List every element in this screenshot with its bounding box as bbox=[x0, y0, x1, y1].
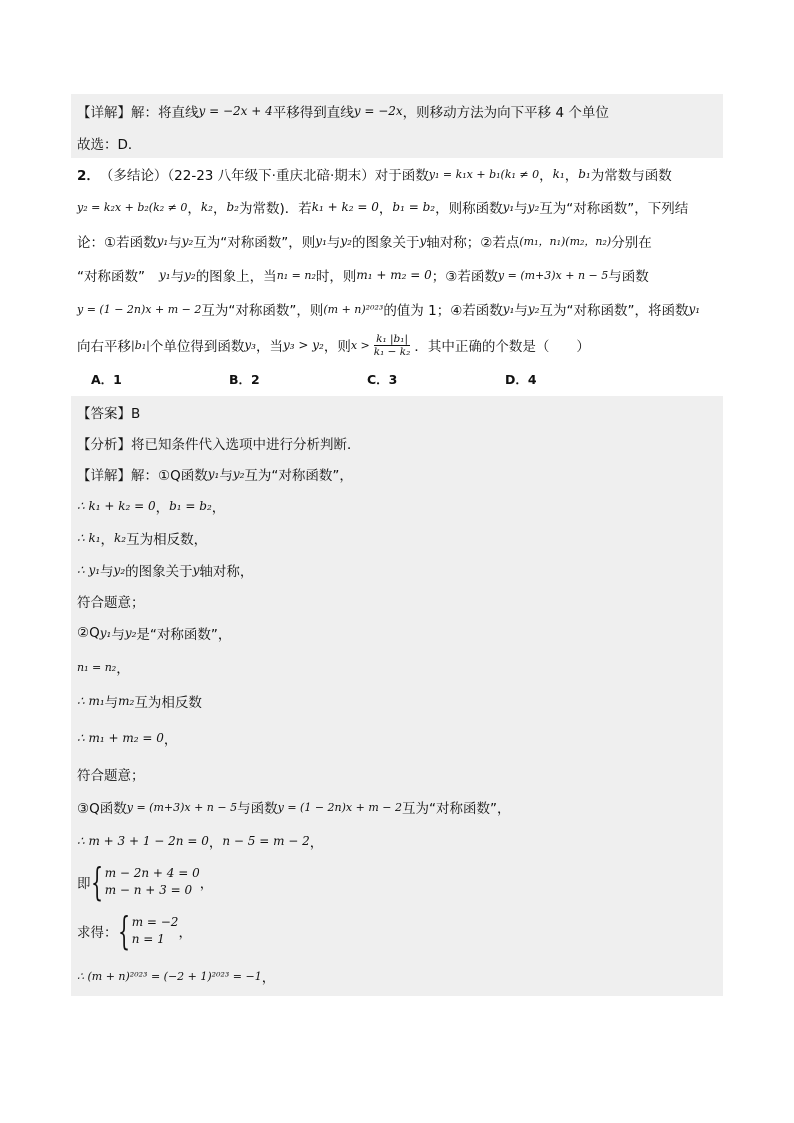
detail-text: 与 bbox=[104, 695, 119, 711]
question-text: ；③若函数 bbox=[431, 269, 498, 285]
document-page bbox=[71, 94, 723, 996]
math-expr: y₂ bbox=[184, 268, 196, 282]
math-expr: y₁ bbox=[315, 234, 327, 248]
equation: m − 2n + 4 = 0 bbox=[104, 866, 200, 880]
fraction-denominator: k₁ − k₂ bbox=[373, 345, 411, 358]
math-expr: m₁ + m₂ = 0 bbox=[356, 268, 432, 282]
choice-text: 故选：D． bbox=[77, 137, 142, 153]
detail-text: ， bbox=[155, 500, 170, 516]
question-text: ， bbox=[564, 168, 579, 184]
math-expr: y₂ bbox=[340, 234, 352, 248]
detail-text: 解：①Q函数 bbox=[131, 468, 208, 484]
math-expr: y₂ bbox=[527, 302, 540, 316]
detail-line-15 bbox=[71, 956, 723, 996]
question-line-2 bbox=[71, 190, 723, 224]
math-expr: m₂ bbox=[118, 694, 135, 708]
math-expr: y₃ bbox=[244, 338, 256, 352]
option-b: B．2 bbox=[229, 372, 260, 387]
question-text: ， bbox=[187, 201, 201, 217]
math-expr: y₂ bbox=[181, 234, 194, 248]
math-expr: y₁ bbox=[502, 200, 515, 214]
math-expr: ∴ m₁ + m₂ = 0 bbox=[77, 731, 164, 745]
equation-system bbox=[90, 860, 200, 904]
math-expr: n₁ = n₂ bbox=[77, 660, 117, 674]
question-text: （多结论）（22-23 八年级下·重庆北碚·期末）对于函数 bbox=[99, 168, 429, 184]
question-text: ， bbox=[539, 168, 553, 184]
question-line-3 bbox=[71, 224, 723, 258]
detail-text: 是“对称函数”， bbox=[136, 627, 232, 643]
question-text: 与 bbox=[514, 303, 528, 319]
detail-heading: 【详解】 bbox=[77, 105, 131, 121]
math-expr: (m₁，n₁)(m₂，n₂) bbox=[519, 235, 612, 248]
analysis-line bbox=[71, 428, 723, 458]
question-text: 时，则 bbox=[315, 269, 357, 285]
detail-text: ③Q函数 bbox=[77, 801, 127, 817]
question-text: ， bbox=[212, 201, 227, 217]
detail-line-3 bbox=[71, 522, 723, 554]
question-line-1 bbox=[71, 158, 723, 190]
detail-text: 符合题意； bbox=[77, 768, 145, 784]
question-text: 与 bbox=[514, 201, 528, 217]
question-text: 向右平移 bbox=[77, 339, 131, 355]
choice-line bbox=[71, 128, 723, 158]
math-expr: b₂ bbox=[226, 200, 239, 214]
math-expr: x > bbox=[350, 338, 370, 352]
question-text: 与 bbox=[168, 235, 182, 251]
question-text: ， bbox=[378, 201, 393, 217]
detail-line bbox=[71, 94, 723, 128]
math-expr: y = (m+3)x + n − 5 bbox=[126, 800, 238, 814]
question-text: 与 bbox=[170, 269, 185, 285]
detail-text: 互为相反数， bbox=[126, 532, 208, 548]
detail-text: ， bbox=[163, 732, 178, 748]
detail-line-2 bbox=[71, 490, 723, 522]
analysis-text: 【分析】将已知条件代入选项中进行分析判断． bbox=[77, 437, 361, 453]
equation-system bbox=[117, 909, 179, 953]
detail-text: ， bbox=[309, 835, 324, 851]
fraction bbox=[372, 333, 413, 358]
detail-text: 轴对称， bbox=[199, 564, 254, 580]
detail-text: ， bbox=[261, 970, 276, 986]
option-a: A．1 bbox=[91, 372, 122, 387]
question-text: 论：①若函数 bbox=[77, 235, 157, 251]
equation: m = −2 bbox=[131, 915, 179, 929]
math-expr: y₃ > y₂ bbox=[282, 338, 324, 352]
question-text: 与函数 bbox=[608, 269, 649, 285]
math-expr: b₁ = b₂ bbox=[392, 200, 436, 214]
solution-block-previous bbox=[71, 94, 723, 158]
detail-text: ， bbox=[100, 532, 115, 548]
detail-text: 即 bbox=[77, 876, 91, 892]
math-expr: y = (1 − 2n)x + m − 2 bbox=[77, 302, 202, 316]
detail-line-14 bbox=[71, 906, 723, 956]
detail-line-6 bbox=[71, 616, 723, 650]
math-expr: n − 5 = m − 2 bbox=[222, 834, 310, 848]
math-expr: y₁ bbox=[159, 268, 171, 282]
math-expr: b₁ = b₂ bbox=[169, 499, 212, 513]
question-text: “对称函数” bbox=[77, 269, 145, 285]
detail-heading: 【详解】 bbox=[77, 468, 131, 484]
equation: m − n + 3 = 0 bbox=[104, 883, 193, 897]
math-expr: ∴ k₁ + k₂ = 0 bbox=[77, 499, 156, 513]
question-text: ，则 bbox=[323, 339, 351, 355]
math-expr: (m + n)²⁰²³ bbox=[323, 302, 384, 316]
detail-text: 平移得到直线 bbox=[272, 105, 354, 121]
detail-line-5 bbox=[71, 586, 723, 616]
question-text: 与 bbox=[326, 235, 341, 251]
question-text: 轴对称；②若点 bbox=[426, 235, 520, 251]
option-c: C．3 bbox=[367, 372, 398, 387]
math-expr: k₂ bbox=[200, 200, 213, 214]
detail-line-8 bbox=[71, 684, 723, 718]
question-text: 为常数与函数 bbox=[590, 168, 672, 184]
detail-text: 互为“对称函数”， bbox=[244, 468, 353, 484]
brace-icon: { bbox=[117, 909, 130, 953]
math-expr: k₁ + k₂ = 0 bbox=[311, 200, 379, 214]
detail-text: 与 bbox=[111, 627, 125, 643]
math-expr: ∴ (m + n)²⁰²³ = (−2 + 1)²⁰²³ = −1 bbox=[77, 969, 262, 983]
math-expr: y₁ bbox=[99, 626, 112, 640]
detail-text: ②Q bbox=[77, 625, 100, 641]
question-text: 的图象上，当 bbox=[195, 269, 277, 285]
detail-line-11 bbox=[71, 790, 723, 824]
detail-text: ，则移动方法为向下平移 4 个单位 bbox=[402, 105, 609, 121]
detail-text: 符合题意； bbox=[77, 595, 145, 611]
math-expr: y₂ bbox=[124, 626, 137, 640]
detail-text: ， bbox=[199, 876, 214, 892]
detail-line-13 bbox=[71, 858, 723, 906]
detail-text: 求得： bbox=[77, 925, 118, 941]
math-expr: y bbox=[419, 234, 427, 248]
detail-text: ， bbox=[211, 500, 226, 516]
question-text: 的图象关于 bbox=[351, 235, 420, 251]
math-expr: y₁ bbox=[207, 467, 220, 481]
math-expr: y₂ = k₂x + b₂(k₂ ≠ 0 bbox=[77, 200, 188, 214]
detail-line-10 bbox=[71, 758, 723, 790]
question-text: ．其中正确的个数是（ ） bbox=[414, 339, 590, 355]
math-expr: k₁ bbox=[552, 167, 565, 181]
detail-text: 与函数 bbox=[237, 801, 278, 817]
detail-line-12 bbox=[71, 824, 723, 858]
detail-text: 解：将直线 bbox=[131, 105, 199, 121]
math-expr: y₂ bbox=[232, 467, 245, 481]
answer-line bbox=[71, 396, 723, 428]
question-text: ，当 bbox=[255, 339, 283, 355]
math-expr: b₁ bbox=[578, 167, 591, 181]
question-number: 2． bbox=[77, 168, 100, 184]
detail-text: ， bbox=[208, 835, 223, 851]
math-expr: |b₁| bbox=[131, 338, 150, 352]
equation: n = 1 bbox=[131, 932, 165, 946]
math-expr: y = (1 − 2n)x + m − 2 bbox=[277, 800, 402, 814]
math-expr: y₁ bbox=[502, 302, 515, 316]
math-expr: n₁ = n₂ bbox=[276, 268, 316, 282]
math-expr: ∴ y₁ bbox=[77, 563, 101, 577]
question-text: 互为“对称函数”，则 bbox=[193, 235, 316, 251]
detail-text: 与 bbox=[219, 468, 233, 484]
detail-text: 互为“对称函数”， bbox=[401, 801, 511, 817]
question-line-4 bbox=[71, 258, 723, 292]
math-expr: ∴ m₁ bbox=[77, 694, 105, 708]
math-expr: ∴ m + 3 + 1 − 2n = 0 bbox=[77, 834, 209, 848]
detail-line-1 bbox=[71, 458, 723, 490]
detail-line-9 bbox=[71, 718, 723, 758]
math-expr: y = −2x + 4 bbox=[198, 104, 273, 118]
detail-text: ， bbox=[116, 661, 130, 677]
detail-line-4 bbox=[71, 554, 723, 586]
fraction-numerator: k₁ |b₁| bbox=[376, 332, 409, 345]
math-expr: y₂ bbox=[527, 200, 540, 214]
question-text: 个单位得到函数 bbox=[149, 339, 245, 355]
question-2 bbox=[71, 158, 723, 394]
answer-text: 【答案】B bbox=[77, 406, 141, 422]
answer-options bbox=[71, 364, 723, 394]
math-expr: k₂ bbox=[114, 531, 127, 545]
option-d: D．4 bbox=[505, 372, 537, 387]
question-text: 互为“对称函数”，将函数 bbox=[539, 303, 689, 319]
math-expr: y₂ bbox=[113, 563, 126, 577]
detail-text: ， bbox=[178, 925, 192, 941]
detail-text: 的图象关于 bbox=[125, 564, 193, 580]
detail-text: 互为相反数 bbox=[134, 695, 202, 711]
math-expr: y bbox=[192, 563, 200, 577]
question-text: 互为“对称函数”，则 bbox=[201, 303, 324, 319]
brace-icon: { bbox=[90, 860, 103, 904]
question-line-5 bbox=[71, 292, 723, 326]
detail-text: 与 bbox=[100, 564, 114, 580]
question-line-6 bbox=[71, 326, 723, 364]
math-expr: ∴ k₁ bbox=[77, 531, 101, 545]
question-text: 为常数)．若 bbox=[238, 201, 312, 217]
question-text: 互为“对称函数”，下列结 bbox=[539, 201, 689, 217]
math-expr: y₁ bbox=[156, 234, 169, 248]
math-expr: y₁ = k₁x + b₁(k₁ ≠ 0 bbox=[428, 167, 540, 181]
answer-block bbox=[71, 396, 723, 996]
math-expr: y₁ bbox=[688, 302, 701, 316]
detail-line-7 bbox=[71, 650, 723, 684]
question-text: 分别在 bbox=[611, 235, 652, 251]
question-text: ，则称函数 bbox=[435, 201, 503, 217]
math-expr: y = (m+3)x + n − 5 bbox=[497, 268, 609, 282]
question-text: 的值为 1；④若函数 bbox=[383, 303, 503, 319]
math-expr: y = −2x bbox=[353, 104, 403, 118]
